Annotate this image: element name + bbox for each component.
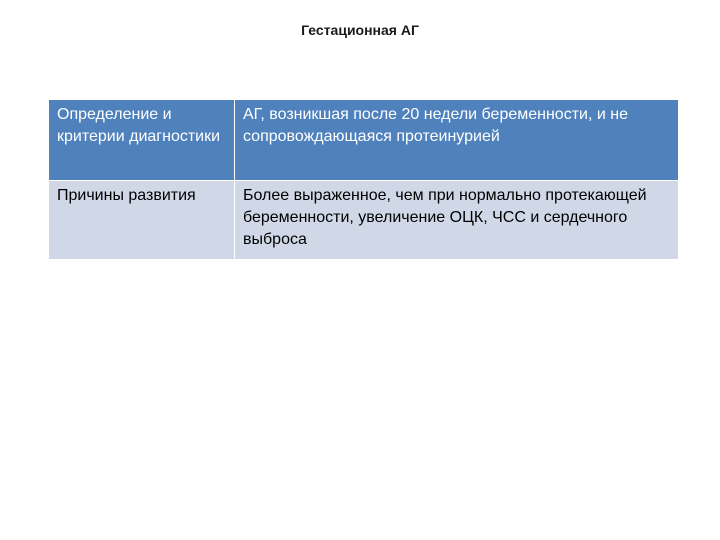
definition-label-cell: Определение и критерии диагностики xyxy=(49,100,235,181)
causes-label-cell: Причины развития xyxy=(49,181,235,260)
definition-value-cell: АГ, возникшая после 20 недели беременности, и не сопровождающаяся протеинурией xyxy=(235,100,679,181)
causes-value-cell: Более выраженное, чем при нормально протекающей беременности, увеличение ОЦК, ЧСС и сердечного выброса xyxy=(235,181,679,260)
table-row-definition xyxy=(49,100,679,181)
info-table xyxy=(48,99,679,260)
table-row-causes xyxy=(49,181,679,260)
slide-title: Гестационная АГ xyxy=(301,22,419,38)
